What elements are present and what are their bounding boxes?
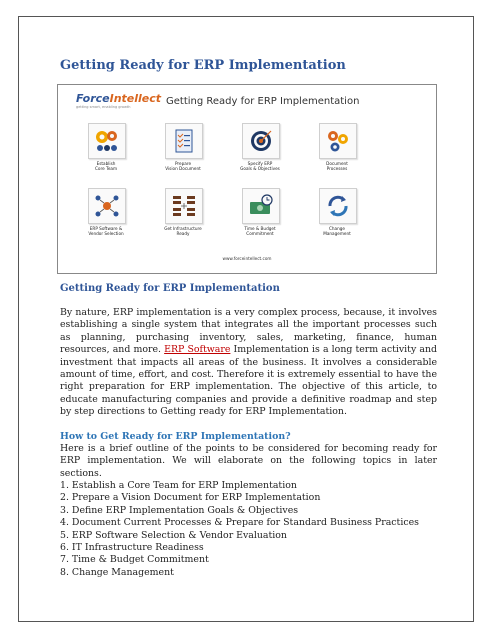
step-label-document-processes: Document Processes: [326, 161, 348, 172]
website-url: www.forceintellect.com: [222, 256, 272, 261]
infographic: [57, 84, 437, 274]
vendor-network-icon: [88, 188, 126, 224]
subheading: How to Get Ready for ERP Implementation?: [60, 431, 291, 442]
list-item: 2. Prepare a Vision Document for ERP Implementation: [60, 492, 321, 504]
step-label-time-budget: Time & Budget Commitment: [244, 226, 276, 237]
list-item: 5. ERP Software Selection & Vendor Evaluation: [60, 529, 287, 541]
gears-team-icon: [88, 123, 126, 159]
step-label-core-team: Establish Core Team: [94, 161, 118, 172]
step-label-vision-document: Prepare Vision Document: [165, 161, 201, 172]
list-item: 7. Time & Budget Commitment: [60, 554, 209, 566]
target-icon: [242, 123, 280, 159]
list-item: 8. Change Management: [60, 566, 174, 578]
body-paragraph: By nature, ERP implementation is a very complex process, because, it involves establishing a single system that integrates all the important processes such as planning, purchasing inventory, sales, marketing, finance, human resources, and more. ERP Software Implementation is a long term activity and investment that impacts all areas of the business. It involves a considerable amount of time, effort, and cost. Therefore it is extremely essential to have the right preparation for ERP implementation. The objective of this article, to educate manufacturing companies and provide a definitive roadmap and step by step directions to Getting ready for ERP Implementation.: [60, 307, 437, 418]
step-label-change-management: Change Management: [323, 226, 351, 237]
list-item: 1. Establish a Core Team for ERP Implementation: [60, 480, 297, 491]
money-clock-icon: [242, 188, 280, 224]
checklist-document-icon: [165, 123, 203, 159]
step-label-vendor-selection: ERP Software & Vendor Selection: [88, 226, 124, 237]
topic-list: [60, 480, 419, 579]
infographic-title: Getting Ready for ERP Implementation: [166, 96, 360, 107]
servers-icon: [165, 188, 203, 224]
refresh-arrows-icon: [319, 188, 357, 224]
step-label-goals-objectives: Specify ERP Goals & Objectives: [240, 161, 280, 172]
section-heading: Getting Ready for ERP Implementation: [60, 283, 280, 294]
forceintellect-logo: ForceIntellect getting smart, enabling growth: [76, 92, 162, 109]
erp-software-link[interactable]: ERP Software: [164, 344, 231, 356]
document-title: Getting Ready for ERP Implementation: [60, 58, 346, 73]
list-item: 6. IT Infrastructure Readiness: [60, 542, 204, 554]
list-item: 4. Document Current Processes & Prepare for Standard Business Practices: [60, 517, 419, 529]
intro-paragraph: Here is a brief outline of the points to be considered for becoming ready for ERP implementation. We will elaborate on the following topics in later sections.: [60, 443, 437, 479]
list-item: 3. Define ERP Implementation Goals & Objectives: [60, 504, 299, 516]
step-label-infrastructure: Get Infrastructure Ready: [164, 226, 202, 237]
gears-process-icon: [319, 123, 357, 159]
